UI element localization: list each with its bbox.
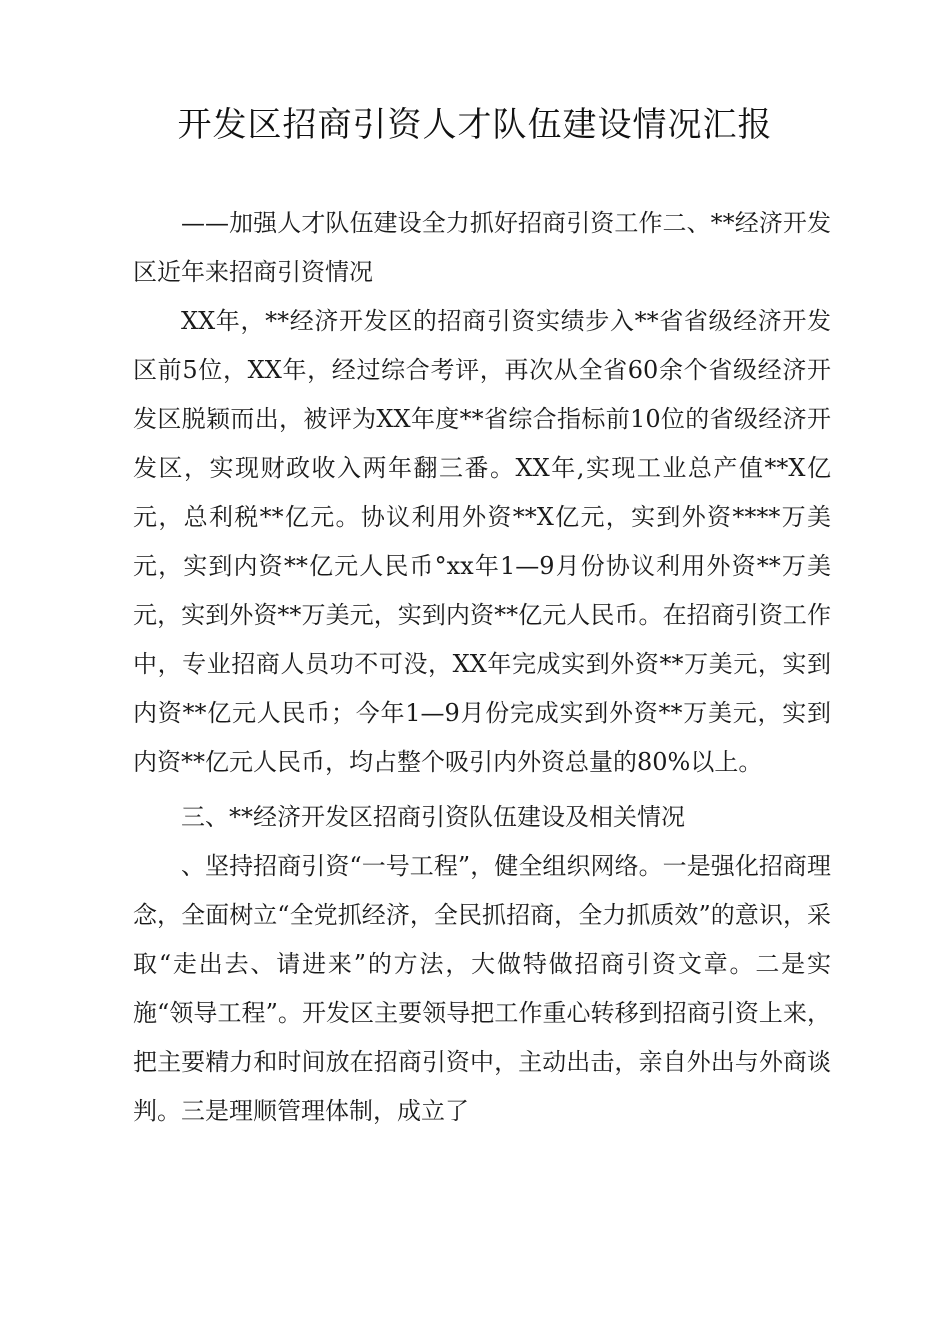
document-title: 开发区招商引资人才队伍建设情况汇报: [177, 105, 773, 145]
paragraph-organization-network: 、坚持招商引资“一号工程”，健全组织网络。一是强化招商理念，全面树立“全党抓经济，全民抓招商，全力抓质效”的意识，采取“走出去、请进来”的方法，大做特做招商引资文章。二是实施“领导工程”。开发区主要领导把工作重心转移到招商引资上来，把主要精力和时间放在招商引资中，主动出击，亲自外出与外商谈判。三是理顺管理体制，成立了: [133, 852, 831, 1125]
paragraph-investment-results: XX年，**经济开发区的招商引资实绩步入**省省级经济开发区前5位，XX年，经过综合考评，再次从全省60余个省级经济开发区脱颖而出，被评为XX年度**省综合指标前10位的省级经济开发区，实现财政收入两年翻三番。XX年,实现工业总产值**X亿元，总利税**亿元。协议利用外资**X亿元，实到外资****万美元，实到内资**亿元人民币°xx年1—9月份协议利用外资**万美元，实到外资**万美元，实到内资**亿元人民币。在招商引资工作中，专业招商人员功不可没，XX年完成实到外资**万美元，实到内资**亿元人民币；今年1—9月份完成实到外资**万美元，实到内资**亿元人民币，均占整个吸引内外资总量的80%以上。: [133, 307, 831, 776]
document-body: [133, 199, 831, 1136]
paragraph-subtitle: ——加强人才队伍建设全力抓好招商引资工作二、**经济开发区近年来招商引资情况: [133, 209, 831, 286]
paragraph-section-heading: 三、**经济开发区招商引资队伍建设及相关情况: [181, 803, 685, 831]
